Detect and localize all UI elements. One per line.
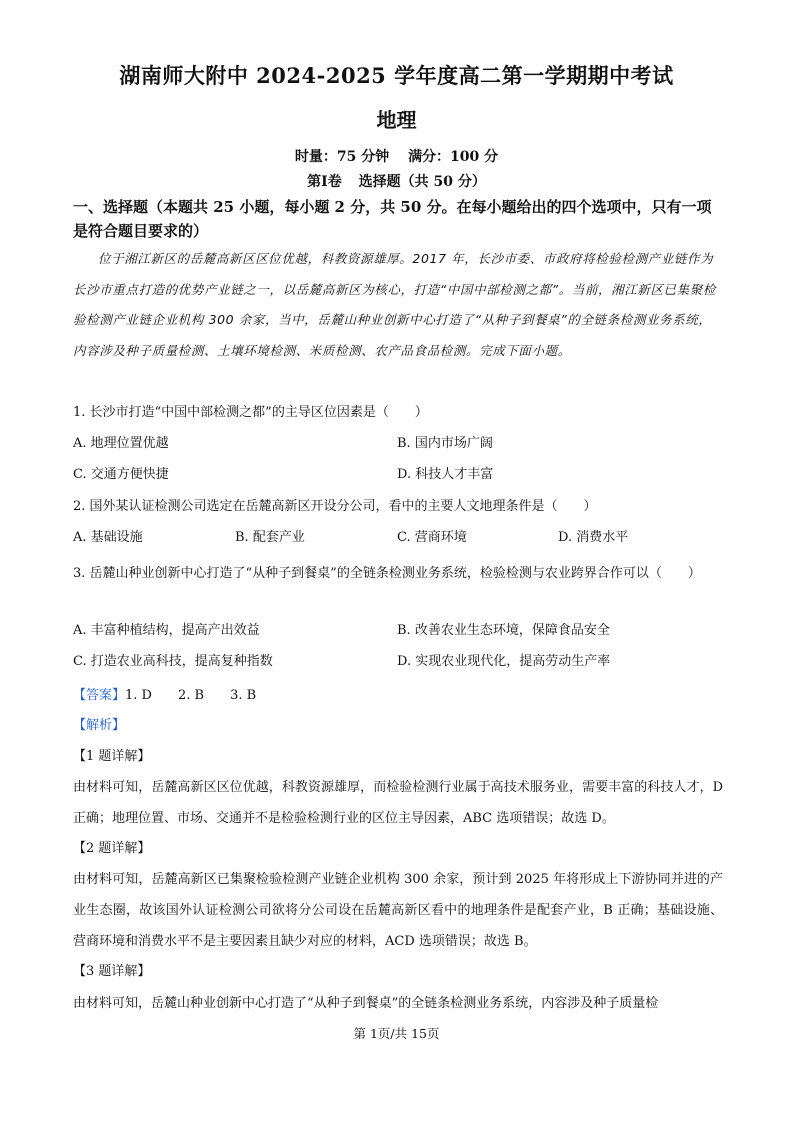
analysis-1-text: 由材料可知，岳麓高新区区位优越，科教资源雄厚，而检验检测行业属于高技术服务业，需要丰富的科技人才，D 正确；地理位置、市场、交通并不是检验检测行业的区位主导因素，ABC 选项错误；故选 D。 — [73, 780, 723, 826]
question-2-option-c: C. 营商环境 — [397, 530, 467, 545]
analysis-tag: 【解析】 — [73, 718, 126, 733]
question-1-option-b: B. 国内市场广阔 — [397, 436, 493, 451]
volume-label: 第Ⅰ卷 — [307, 174, 342, 190]
question-2-stem: 2. 国外某认证检测公司选定在岳麓高新区开设分公司，看中的主要人文地理条件是（ ） — [73, 499, 597, 514]
question-1-option-a: A. 地理位置优越 — [73, 436, 169, 451]
question-2-option-a: A. 基础设施 — [73, 530, 143, 545]
analysis-3-text: 由材料可知，岳麓山种业创新中心打造了“从种子到餐桌”的全链条检测业务系统，内容涉及种子质量检 — [73, 996, 659, 1011]
analysis-3-heading: 【3 题详解】 — [73, 964, 151, 979]
analysis-1-heading: 【1 题详解】 — [73, 749, 151, 764]
question-3-option-d: D. 实现农业现代化，提高劳动生产率 — [397, 654, 611, 669]
answer-item: 2. B — [177, 688, 205, 703]
analysis-2-heading: 【2 题详解】 — [73, 841, 151, 856]
question-1-option-d: D. 科技人才丰富 — [397, 467, 494, 482]
volume-heading — [0, 171, 793, 191]
volume-title: 选择题（共 50 分） — [358, 174, 486, 190]
question-3-option-a: A. 丰富种植结构，提高产出效益 — [73, 623, 260, 638]
page-number: 第 1页/共 15页 — [353, 1026, 440, 1041]
question-2-option-d: D. 消费水平 — [558, 530, 629, 545]
exam-time: 时量：75 分钟 — [294, 149, 390, 165]
reading-passage: 位于湘江新区的岳麓高新区区位优越，科教资源雄厚。2017 年，长沙市委、市政府将检验检测产业链作为长沙市重点打造的优势产业链之一，以岳麓高新区为核心，打造“中国中部检测之都”。当前，湘江新区已集聚检验检测产业链企业机构 300 余家，当中，岳麓山种业创新中心打造了“从种子到餐桌”的全链条检测业务系统，内容涉及种子质量检测、土壤环境检测、米质检测、农产品食品检测。完成下面小题。 — [73, 251, 716, 358]
answer-tag: 【答案】 — [73, 688, 126, 703]
question-3-option-b: B. 改善农业生态环境，保障食品安全 — [397, 623, 610, 638]
exam-score: 满分：100 分 — [408, 149, 499, 165]
answer-item: 1. D — [125, 688, 152, 703]
question-3-stem: 3. 岳麓山种业创新中心打造了“从种子到餐桌”的全链条检测业务系统，检验检测与农业跨界合作可以（ ） — [73, 566, 701, 581]
answer-item: 3. B — [230, 688, 257, 703]
analysis-2-text: 由材料可知，岳麓高新区已集聚检验检测产业链企业机构 300 余家，预计到 2025 年将形成上下游协同并进的产业生态圈，故该国外认证检测公司欲将分公司设在岳麓高新区看中的地理条件是配套产业，B 正确；基础设施、营商环境和消费水平不是主要因素且缺少对应的材料，ACD 选项错误；故选 B。 — [73, 872, 723, 949]
exam-title: 湖南师大附中 2024-2025 学年度高二第一学期期中考试 — [119, 63, 674, 88]
question-2-option-b: B. 配套产业 — [235, 530, 305, 545]
section-title: 一、选择题（本题共 25 小题，每小题 2 分，共 50 分。在每小题给出的四个选项中，只有一项是符合题目要求的） — [73, 198, 712, 240]
subject-title: 地理 — [376, 108, 417, 132]
answer-line — [73, 685, 282, 707]
exam-meta — [0, 146, 793, 166]
question-3-option-c: C. 打造农业高科技，提高复种指数 — [73, 654, 273, 669]
question-1-stem: 1. 长沙市打造“中国中部检测之都”的主导区位因素是（ ） — [73, 405, 428, 420]
question-1-option-c: C. 交通方便快捷 — [73, 467, 169, 482]
